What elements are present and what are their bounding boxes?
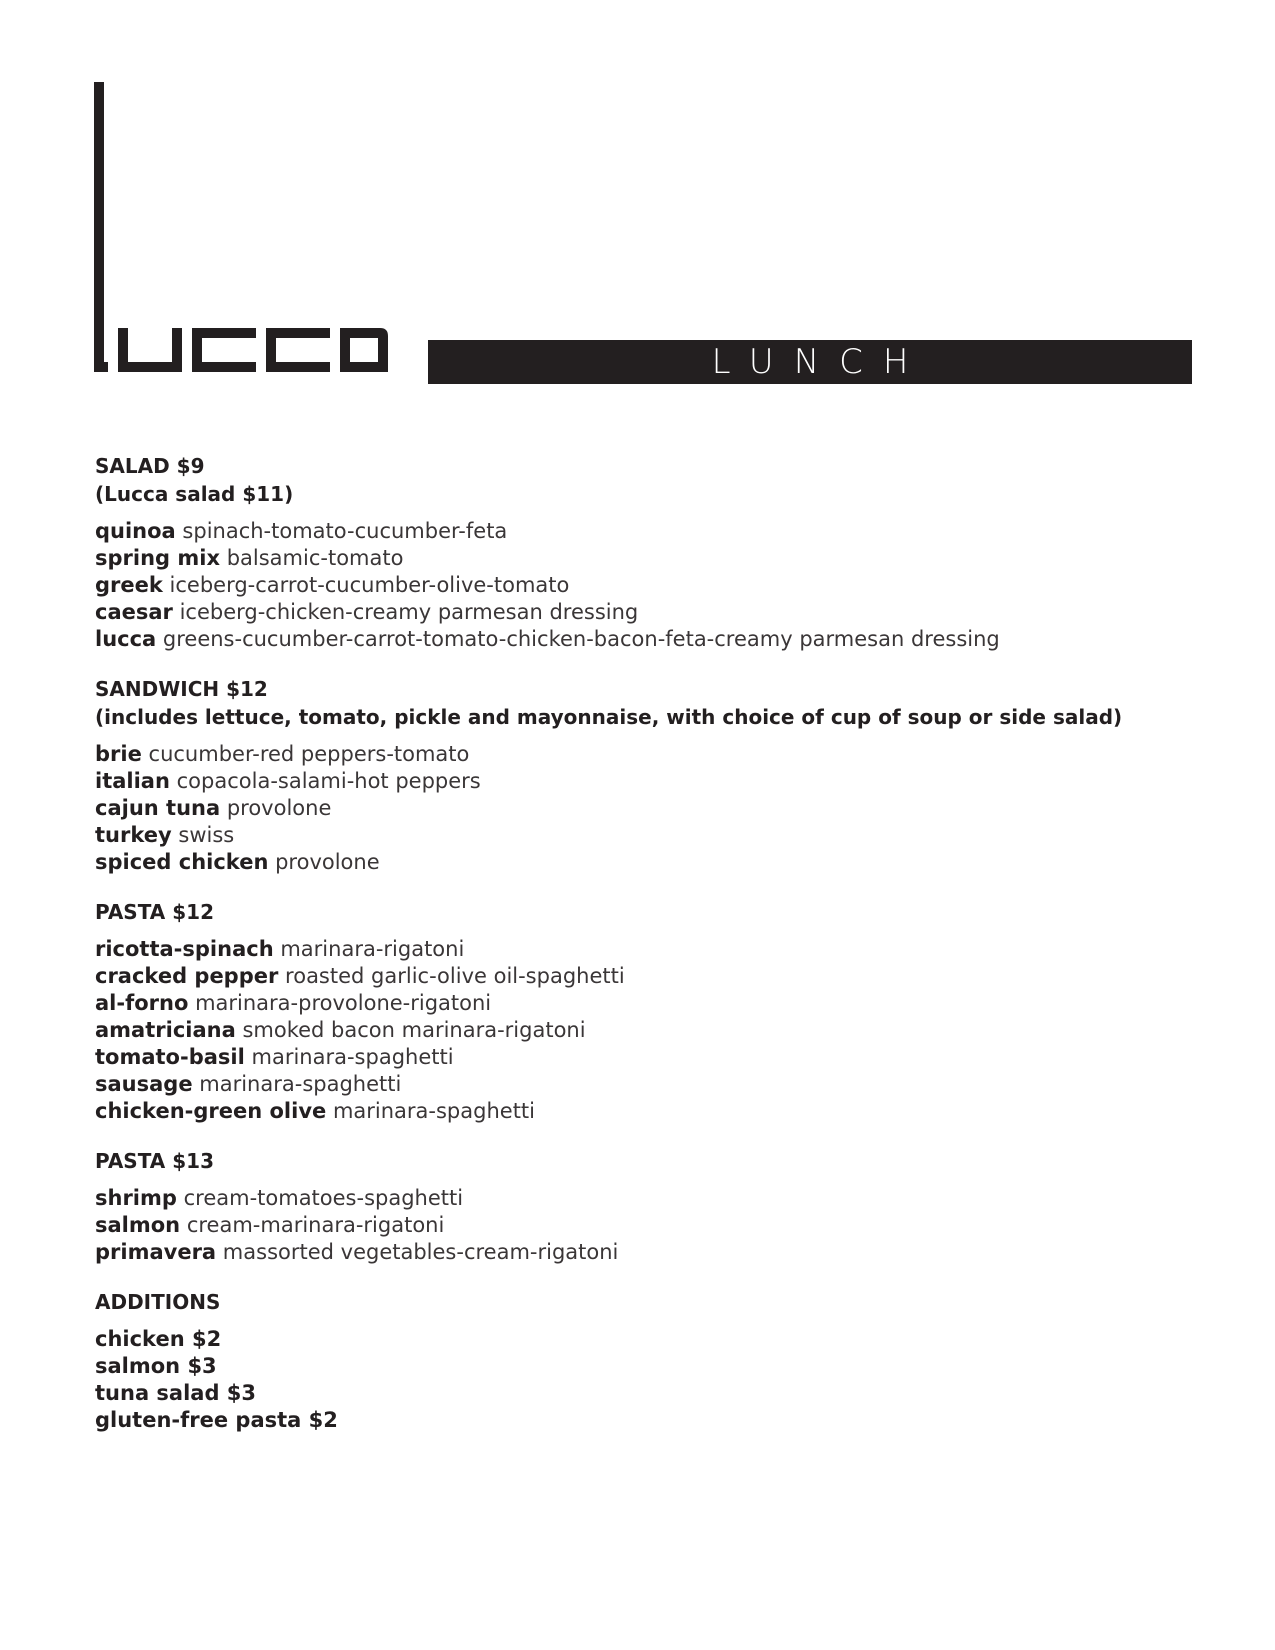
item-description: cucumber-red peppers-tomato (148, 742, 470, 766)
menu-item (95, 1071, 1195, 1098)
item-description: provolone (226, 796, 332, 820)
item-name: italian (95, 769, 170, 793)
menu-item (95, 599, 1195, 626)
section-title: ADDITIONS (95, 1290, 221, 1314)
lunch-banner (428, 340, 1192, 384)
section-title: SANDWICH $12 (95, 677, 268, 701)
item-description: marinara-spaghetti (199, 1072, 402, 1096)
menu-item (95, 1185, 1195, 1212)
item-description: roasted garlic-olive oil-spaghetti (285, 964, 625, 988)
menu-item (95, 518, 1195, 545)
item-name: turkey (95, 823, 172, 847)
menu-item (95, 936, 1195, 963)
section-title: PASTA $12 (95, 900, 214, 924)
item-description: provolone (275, 850, 380, 874)
item-description: greens-cucumber-carrot-tomato-chicken-bacon-feta-creamy parmesan dressing (162, 627, 1000, 651)
item-description: spinach-tomato-cucumber-feta (182, 519, 508, 543)
item-description: massorted vegetables-cream-rigatoni (222, 1240, 619, 1264)
menu-item (95, 545, 1195, 572)
item-description: marinara-spaghetti (251, 1045, 454, 1069)
menu-item (95, 963, 1195, 990)
item-name: greek (95, 573, 163, 597)
item-description: cream-tomatoes-spaghetti (183, 1186, 464, 1210)
section-salad (95, 452, 1195, 653)
item-name: primavera (95, 1240, 217, 1264)
menu-item (95, 741, 1195, 768)
item-name: caesar (95, 600, 173, 624)
menu-item (95, 1098, 1195, 1125)
addition-item: gluten-free pasta $2 (95, 1408, 338, 1432)
item-description: balsamic-tomato (226, 546, 404, 570)
menu-item (95, 990, 1195, 1017)
item-description: copacola-salami-hot peppers (176, 769, 481, 793)
item-description: smoked bacon marinara-rigatoni (242, 1018, 586, 1042)
menu-item (95, 572, 1195, 599)
menu-item (95, 626, 1195, 653)
section-title: SALAD $9 (95, 454, 205, 478)
item-name: spiced chicken (95, 850, 269, 874)
item-name: spring mix (95, 546, 221, 570)
item-description: iceberg-chicken-creamy parmesan dressing (179, 600, 639, 624)
section-pasta-13 (95, 1147, 1195, 1266)
item-description: swiss (178, 823, 235, 847)
item-name: lucca (95, 627, 157, 651)
item-name: quinoa (95, 519, 176, 543)
menu-item (95, 822, 1195, 849)
section-sandwich (95, 675, 1195, 876)
section-subtitle: (Lucca salad $11) (95, 482, 294, 506)
item-name: chicken-green olive (95, 1099, 327, 1123)
item-description: iceberg-carrot-cucumber-olive-tomato (169, 573, 570, 597)
item-name: sausage (95, 1072, 193, 1096)
addition-item: tuna salad $3 (95, 1381, 257, 1405)
menu-body (95, 452, 1195, 1456)
section-additions (95, 1288, 1195, 1434)
item-name: ricotta-spinach (95, 937, 274, 961)
menu-item (95, 1044, 1195, 1071)
banner-title: LUNCH (711, 342, 929, 382)
menu-item (95, 849, 1195, 876)
menu-item (95, 1239, 1195, 1266)
item-name: al-forno (95, 991, 189, 1015)
item-name: brie (95, 742, 142, 766)
item-name: shrimp (95, 1186, 177, 1210)
item-name: amatriciana (95, 1018, 236, 1042)
item-description: marinara-spaghetti (332, 1099, 535, 1123)
item-description: marinara-provolone-rigatoni (195, 991, 492, 1015)
menu-item (95, 1212, 1195, 1239)
menu-item (95, 1017, 1195, 1044)
item-name: cajun tuna (95, 796, 221, 820)
section-pasta-12 (95, 898, 1195, 1125)
item-description: cream-marinara-rigatoni (186, 1213, 445, 1237)
item-name: salmon (95, 1213, 181, 1237)
item-description: marinara-rigatoni (280, 937, 465, 961)
addition-item: salmon $3 (95, 1354, 217, 1378)
addition-item: chicken $2 (95, 1327, 222, 1351)
item-name: tomato-basil (95, 1045, 245, 1069)
menu-item (95, 795, 1195, 822)
section-subtitle: (includes lettuce, tomato, pickle and mayonnaise, with choice of cup of soup or side salad) (95, 705, 1123, 729)
section-title: PASTA $13 (95, 1149, 214, 1173)
item-name: cracked pepper (95, 964, 279, 988)
lucca-logo (94, 82, 394, 382)
menu-item (95, 768, 1195, 795)
